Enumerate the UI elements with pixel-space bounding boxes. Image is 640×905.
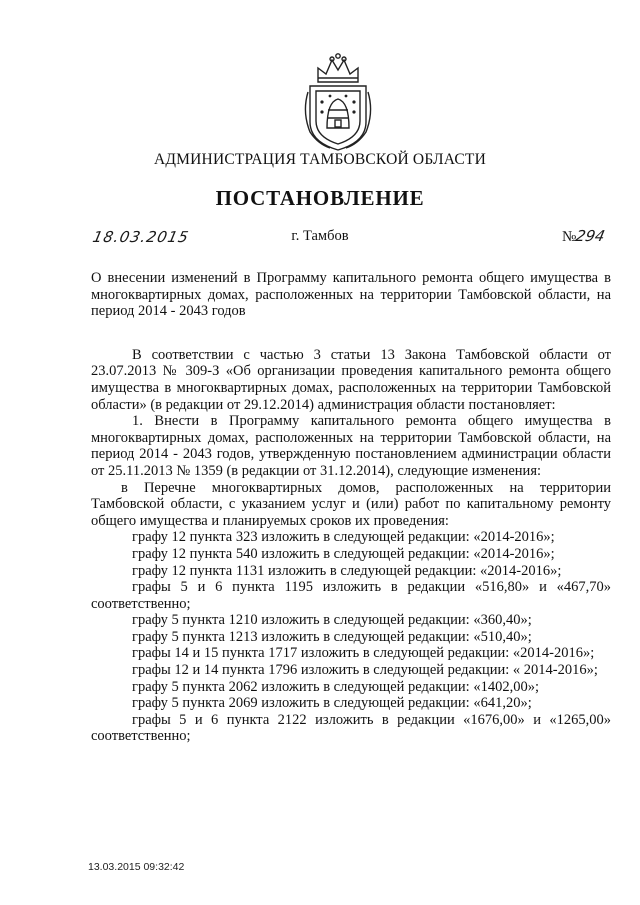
list-intro-paragraph: в Перечне многоквартирных домов, расположенных на территории Тамбовской области, с указанием услуг и (или) работ по капитальному ремонту общего имущества и планируемых сроков их проведения: xyxy=(91,479,611,529)
list-item: графу 12 пункта 540 изложить в следующей редакции: «2014-2016»; xyxy=(132,545,555,562)
document-subject: О внесении изменений в Программу капитального ремонта общего имущества в многоквартирных домах, расположенных на территории Тамбовской области, на период 2014 - 2043 годов xyxy=(91,270,611,320)
document-body xyxy=(91,270,611,745)
organization-name: АДМИНИСТРАЦИЯ ТАМБОВСКОЙ ОБЛАСТИ xyxy=(154,151,486,168)
document-date: 18.03.2015 xyxy=(91,228,191,246)
list-item: графы 5 и 6 пункта 2122 изложить в редакции «1676,00» и «1265,00» соответственно; xyxy=(91,711,611,745)
preamble-paragraph: В соответствии с частью 3 статьи 13 Закона Тамбовской области от 23.07.2013 № 309-З «Об организации проведения капитального ремонта общего имущества в многоквартирных домах, расположенных на территории Тамбовской области» (в редакции от 29.12.2014) администрация области постановляет: xyxy=(91,346,611,413)
list-item: графу 5 пункта 1210 изложить в следующей редакции: «360,40»; xyxy=(132,612,532,629)
list-item: графу 12 пункта 1131 изложить в следующей редакции: «2014-2016»; xyxy=(132,562,562,579)
number-sign: № xyxy=(562,229,577,245)
document-city: г. Тамбов xyxy=(291,228,349,244)
list-item: графу 5 пункта 1213 изложить в следующей редакции: «510,40»; xyxy=(132,628,532,645)
list-item: графу 12 пункта 323 изложить в следующей редакции: «2014-2016»; xyxy=(132,529,555,546)
list-item: графу 5 пункта 2062 изложить в следующей редакции: «1402,00»; xyxy=(132,678,539,695)
list-item: графы 5 и 6 пункта 1195 изложить в редакции «516,80» и «467,70» соответственно; xyxy=(91,579,611,612)
list-item: графы 12 и 14 пункта 1796 изложить в следующей редакции: « 2014-2016»; xyxy=(132,662,598,679)
coat-of-arms-icon xyxy=(300,52,376,152)
list-item: графы 14 и 15 пункта 1717 изложить в следующей редакции: «2014-2016»; xyxy=(132,645,595,662)
print-timestamp: 13.03.2015 09:32:42 xyxy=(88,861,185,873)
number-value: 294 xyxy=(574,227,607,245)
clause-1-paragraph: 1. Внести в Программу капитального ремонта общего имущества в многоквартирных домах, расположенных на территории Тамбовской области, на период 2014 - 2043 годов, утвержденную постановлением администрации области от 25.11.2013 № 1359 (в редакции от 31.12.2014), следующие изменения: xyxy=(91,413,611,479)
list-item: графу 5 пункта 2069 изложить в следующей редакции: «641,20»; xyxy=(132,695,532,712)
document-title: ПОСТАНОВЛЕНИЕ xyxy=(215,186,425,210)
document-number xyxy=(562,227,605,246)
